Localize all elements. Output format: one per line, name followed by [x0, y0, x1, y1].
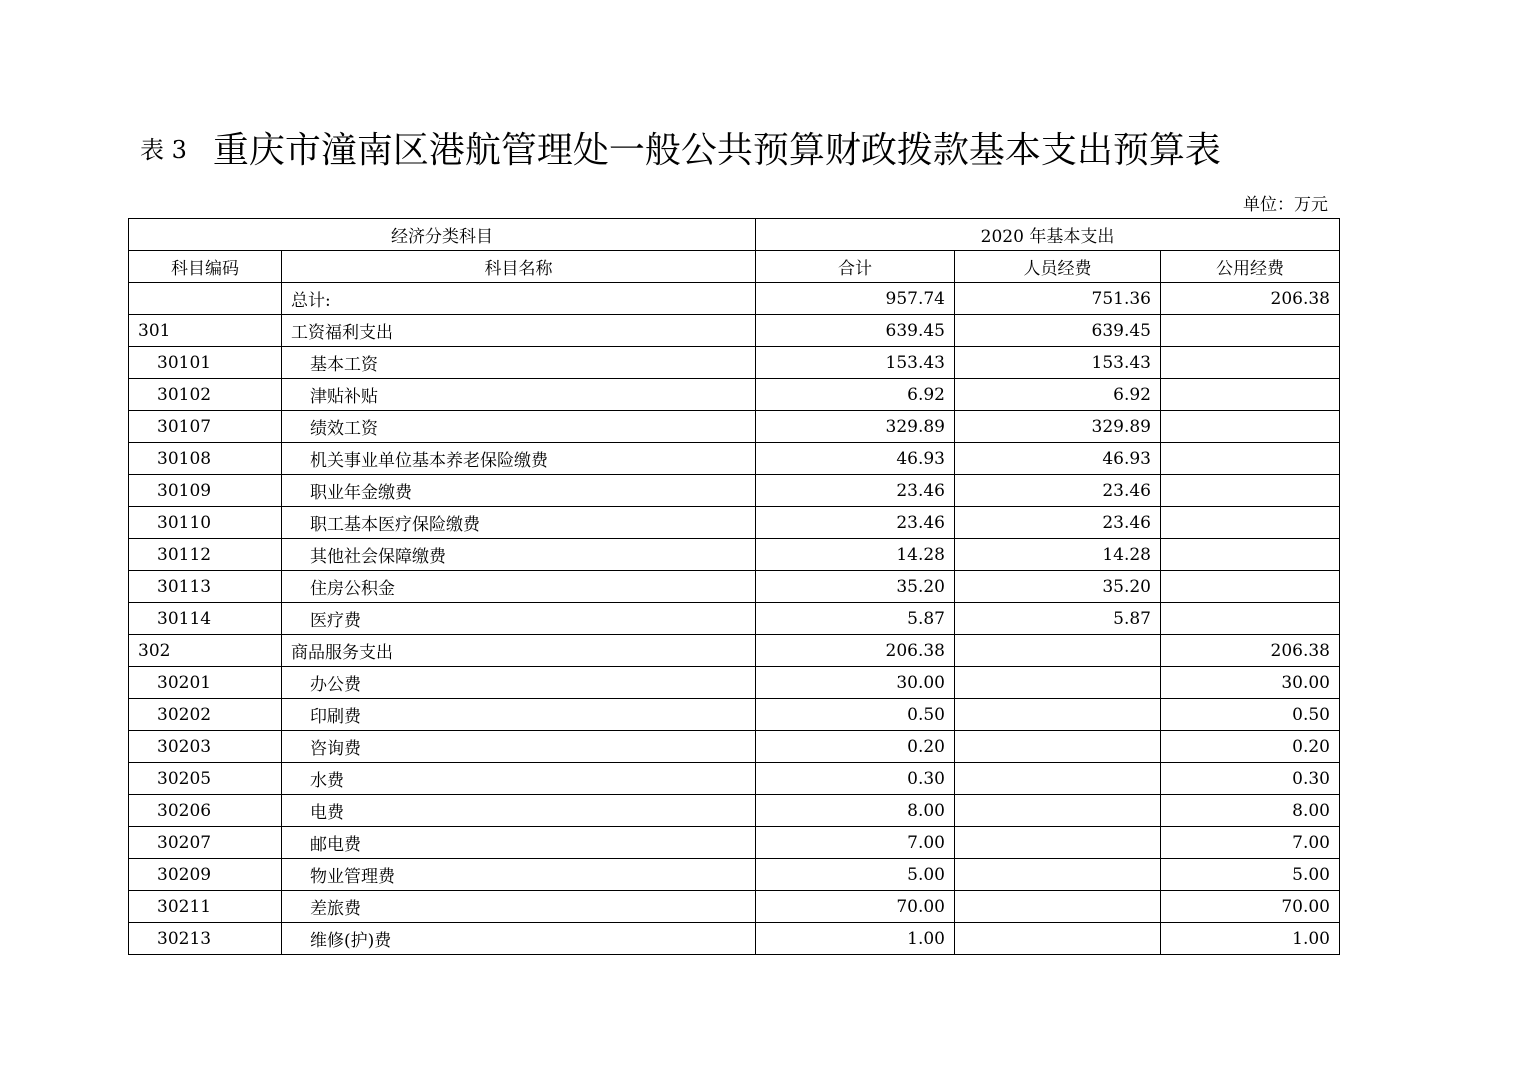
cell-personnel: 23.46 [955, 475, 1161, 507]
cell-personnel: 639.45 [955, 315, 1161, 347]
cell-name: 总计: [282, 283, 756, 315]
cell-personnel [955, 699, 1161, 731]
cell-total: 153.43 [756, 347, 955, 379]
cell-public: 206.38 [1161, 635, 1340, 667]
table-row [129, 731, 1340, 763]
cell-code: 30102 [129, 379, 282, 411]
cell-public: 70.00 [1161, 891, 1340, 923]
cell-code: 30213 [129, 923, 282, 955]
cell-total: 329.89 [756, 411, 955, 443]
cell-total: 7.00 [756, 827, 955, 859]
table-row [129, 347, 1340, 379]
header-name: 科目名称 [282, 251, 756, 283]
cell-name: 绩效工资 [282, 411, 756, 443]
cell-code: 30209 [129, 859, 282, 891]
cell-total: 23.46 [756, 507, 955, 539]
cell-total: 35.20 [756, 571, 955, 603]
table-title: 重庆市潼南区港航管理处一般公共预算财政拨款基本支出预算表 [212, 130, 1221, 171]
cell-personnel [955, 635, 1161, 667]
cell-name: 基本工资 [282, 347, 756, 379]
table-row [129, 763, 1340, 795]
cell-personnel [955, 891, 1161, 923]
cell-total: 14.28 [756, 539, 955, 571]
cell-personnel: 751.36 [955, 283, 1161, 315]
cell-name: 机关事业单位基本养老保险缴费 [282, 443, 756, 475]
cell-name: 职工基本医疗保险缴费 [282, 507, 756, 539]
cell-personnel [955, 667, 1161, 699]
cell-total: 5.87 [756, 603, 955, 635]
header-row-columns [129, 251, 1340, 283]
cell-public [1161, 603, 1340, 635]
table-row [129, 411, 1340, 443]
cell-code [129, 283, 282, 315]
cell-total: 30.00 [756, 667, 955, 699]
cell-public: 1.00 [1161, 923, 1340, 955]
cell-public: 7.00 [1161, 827, 1340, 859]
cell-name: 物业管理费 [282, 859, 756, 891]
table-row [129, 603, 1340, 635]
cell-code: 301 [129, 315, 282, 347]
cell-code: 30202 [129, 699, 282, 731]
cell-code: 30101 [129, 347, 282, 379]
cell-name: 水费 [282, 763, 756, 795]
table-row [129, 539, 1340, 571]
table-row [129, 507, 1340, 539]
table-row [129, 891, 1340, 923]
cell-personnel [955, 827, 1161, 859]
cell-name: 咨询费 [282, 731, 756, 763]
table-row [129, 475, 1340, 507]
table-row [129, 443, 1340, 475]
cell-public [1161, 411, 1340, 443]
cell-public: 5.00 [1161, 859, 1340, 891]
cell-name: 办公费 [282, 667, 756, 699]
header-economic-category: 经济分类科目 [129, 219, 756, 251]
cell-name: 津贴补贴 [282, 379, 756, 411]
cell-code: 30112 [129, 539, 282, 571]
cell-code: 30108 [129, 443, 282, 475]
table-row [129, 795, 1340, 827]
cell-code: 30205 [129, 763, 282, 795]
cell-personnel [955, 763, 1161, 795]
table-row [129, 827, 1340, 859]
cell-name: 工资福利支出 [282, 315, 756, 347]
cell-code: 302 [129, 635, 282, 667]
table-row [129, 859, 1340, 891]
cell-code: 30110 [129, 507, 282, 539]
cell-code: 30109 [129, 475, 282, 507]
cell-personnel: 14.28 [955, 539, 1161, 571]
cell-personnel [955, 859, 1161, 891]
cell-personnel [955, 923, 1161, 955]
cell-total: 8.00 [756, 795, 955, 827]
cell-code: 30114 [129, 603, 282, 635]
cell-code: 30113 [129, 571, 282, 603]
cell-total: 5.00 [756, 859, 955, 891]
cell-name: 职业年金缴费 [282, 475, 756, 507]
cell-code: 30201 [129, 667, 282, 699]
table-row [129, 923, 1340, 955]
cell-personnel: 6.92 [955, 379, 1161, 411]
header-public: 公用经费 [1161, 251, 1340, 283]
cell-personnel: 23.46 [955, 507, 1161, 539]
cell-name: 住房公积金 [282, 571, 756, 603]
cell-name: 电费 [282, 795, 756, 827]
unit-label: 单位：万元 [1243, 195, 1328, 215]
table-row [129, 315, 1340, 347]
cell-public [1161, 315, 1340, 347]
cell-name: 邮电费 [282, 827, 756, 859]
cell-code: 30107 [129, 411, 282, 443]
cell-code: 30207 [129, 827, 282, 859]
table-row [129, 571, 1340, 603]
header-code: 科目编码 [129, 251, 282, 283]
cell-total: 1.00 [756, 923, 955, 955]
cell-total: 46.93 [756, 443, 955, 475]
cell-total: 0.30 [756, 763, 955, 795]
cell-public [1161, 379, 1340, 411]
table-row [129, 699, 1340, 731]
cell-total: 23.46 [756, 475, 955, 507]
header-basic-expenditure: 2020 年基本支出 [756, 219, 1340, 251]
cell-total: 957.74 [756, 283, 955, 315]
table-row [129, 379, 1340, 411]
cell-public: 206.38 [1161, 283, 1340, 315]
cell-total: 0.50 [756, 699, 955, 731]
header-total: 合计 [756, 251, 955, 283]
header-row-group [129, 219, 1340, 251]
cell-personnel: 329.89 [955, 411, 1161, 443]
cell-code: 30211 [129, 891, 282, 923]
cell-code: 30206 [129, 795, 282, 827]
cell-public [1161, 571, 1340, 603]
cell-public: 8.00 [1161, 795, 1340, 827]
cell-public [1161, 443, 1340, 475]
cell-public: 0.30 [1161, 763, 1340, 795]
cell-name: 差旅费 [282, 891, 756, 923]
cell-public [1161, 539, 1340, 571]
cell-personnel: 46.93 [955, 443, 1161, 475]
cell-personnel [955, 731, 1161, 763]
cell-public: 0.50 [1161, 699, 1340, 731]
cell-total: 0.20 [756, 731, 955, 763]
header-personnel: 人员经费 [955, 251, 1161, 283]
cell-personnel: 5.87 [955, 603, 1161, 635]
page-title [140, 122, 1360, 174]
cell-total: 6.92 [756, 379, 955, 411]
table-row [129, 283, 1340, 315]
cell-public [1161, 475, 1340, 507]
cell-total: 206.38 [756, 635, 955, 667]
cell-personnel: 153.43 [955, 347, 1161, 379]
cell-name: 其他社会保障缴费 [282, 539, 756, 571]
cell-personnel: 35.20 [955, 571, 1161, 603]
cell-name: 商品服务支出 [282, 635, 756, 667]
cell-public: 0.20 [1161, 731, 1340, 763]
cell-name: 维修(护)费 [282, 923, 756, 955]
cell-name: 印刷费 [282, 699, 756, 731]
cell-public: 30.00 [1161, 667, 1340, 699]
cell-code: 30203 [129, 731, 282, 763]
cell-total: 70.00 [756, 891, 955, 923]
table-number: 表 3 [140, 136, 187, 164]
cell-public [1161, 507, 1340, 539]
table-row [129, 667, 1340, 699]
cell-name: 医疗费 [282, 603, 756, 635]
cell-total: 639.45 [756, 315, 955, 347]
cell-personnel [955, 795, 1161, 827]
cell-public [1161, 347, 1340, 379]
table-row [129, 635, 1340, 667]
budget-table [128, 218, 1340, 955]
